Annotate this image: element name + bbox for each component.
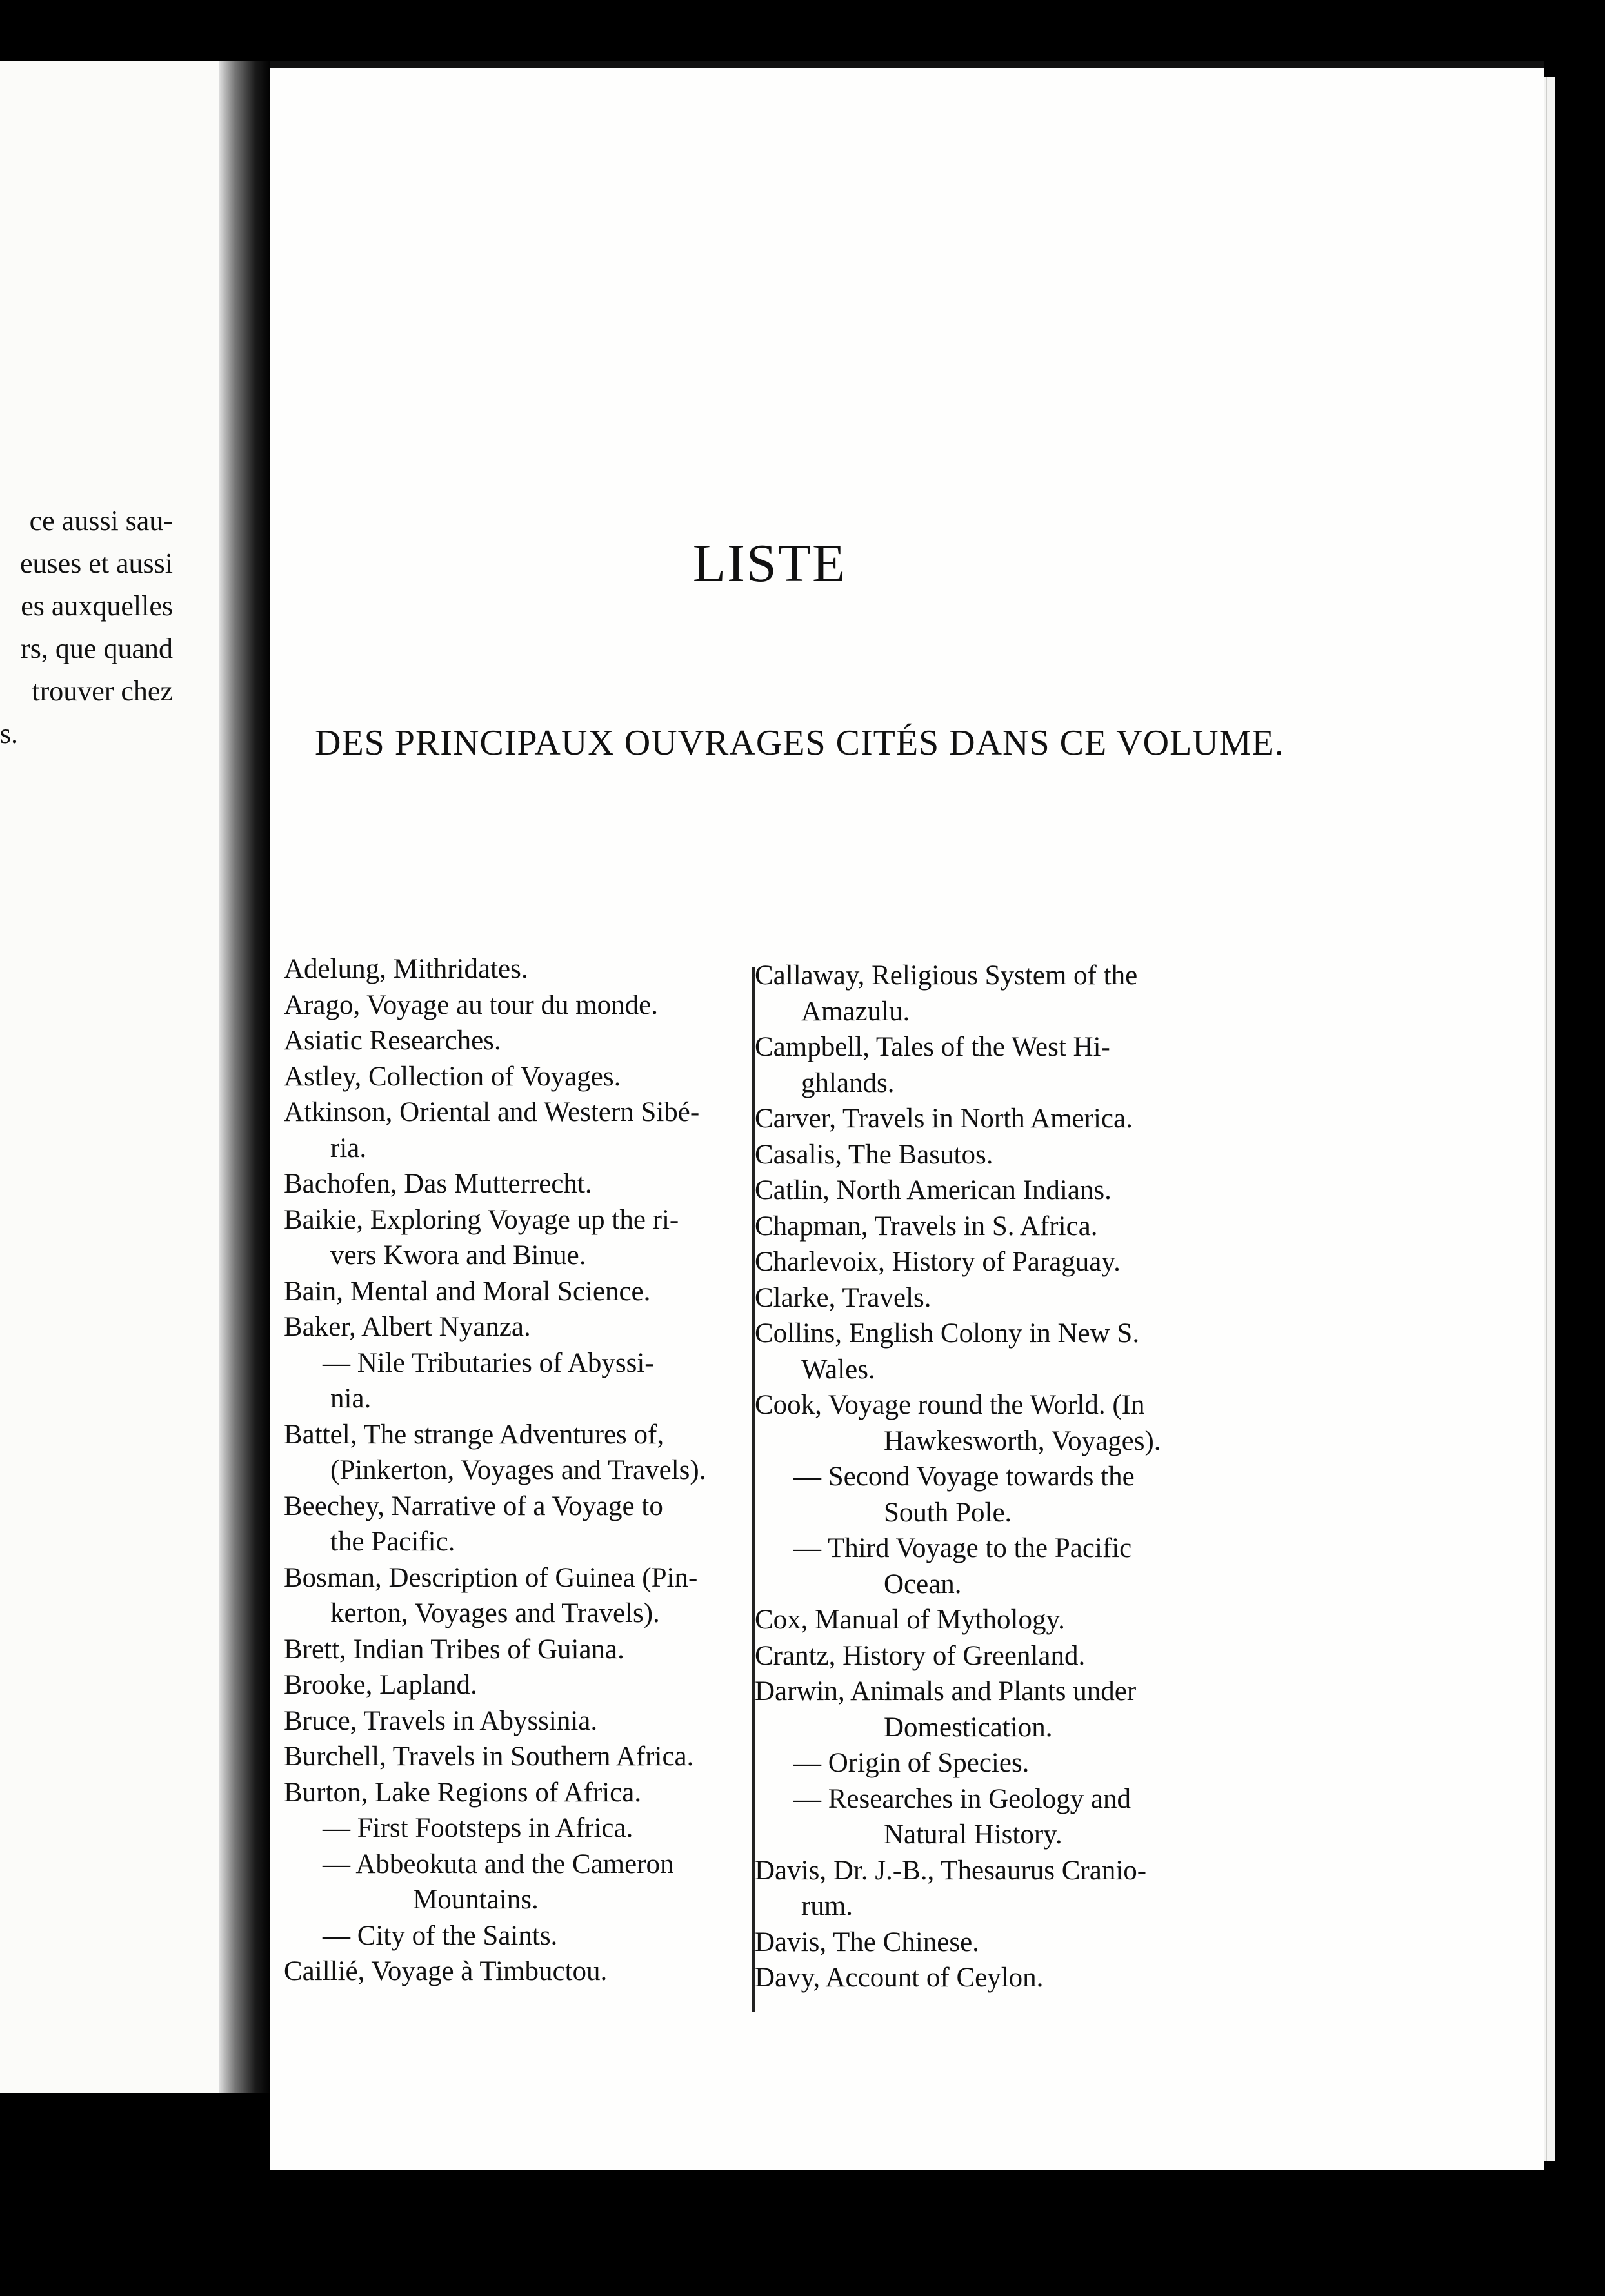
bibliography-line: — Nile Tributaries of Abyssi- [323,1347,654,1378]
facing-text-line: ce aussi sau- [29,505,173,537]
bibliography-line: Bosman, Description of Guinea (Pin- [284,1562,698,1593]
bibliography-line: — Origin of Species. [793,1748,1030,1778]
bibliography-line: Davis, Dr. J.-B., Thesaurus Cranio- [755,1855,1147,1886]
bibliography-line: Baker, Albert Nyanza. [284,1312,531,1342]
facing-page-left [0,61,219,2093]
bibliography-line: Natural History. [884,1819,1062,1850]
bibliography-line: Cox, Manual of Mythology. [755,1605,1065,1635]
bibliography-line: Brooke, Lapland. [284,1670,477,1700]
bibliography-line: South Pole. [884,1497,1012,1528]
book-gutter [219,61,271,2093]
bibliography-line: Mountains. [413,1885,539,1915]
bibliography-line: Casalis, The Basutos. [755,1139,993,1170]
bibliography-line: Brett, Indian Tribes of Guiana. [284,1634,624,1665]
bibliography-line: ghlands. [801,1067,895,1098]
bibliography-line: — City of the Saints. [323,1920,558,1951]
bibliography-line: vers Kwora and Binue. [330,1240,586,1271]
bibliography-line: Adelung, Mithridates. [284,954,528,984]
bibliography-line: Bain, Mental and Moral Science. [284,1276,651,1307]
bibliography-line: Cook, Voyage round the World. (In [755,1390,1145,1420]
bibliography-line: Bachofen, Das Mutterrecht. [284,1169,592,1199]
bibliography-line: Davy, Account of Ceylon. [755,1963,1044,1993]
bibliography-line: the Pacific. [330,1527,455,1557]
bibliography-line: Asiatic Researches. [284,1025,501,1056]
page-subtitle: DES PRINCIPAUX OUVRAGES CITÉS DANS CE VOLUME. [315,723,1284,763]
bibliography-line: Campbell, Tales of the West Hi- [755,1032,1110,1062]
bibliography-line: Catlin, North American Indians. [755,1175,1112,1205]
bibliography-line: Wales. [801,1354,875,1385]
bibliography-line: Beechey, Narrative of a Voyage to [284,1490,663,1521]
bibliography-line: kerton, Voyages and Travels). [330,1598,660,1628]
bibliography-line: (Pinkerton, Voyages and Travels). [330,1455,706,1485]
bibliography-line: — Abbeokuta and the Cameron [323,1848,674,1879]
bibliography-line: Chapman, Travels in S. Africa. [755,1211,1098,1242]
page-title: LISTE [692,533,847,593]
bibliography-line: Charlevoix, History of Paraguay. [755,1247,1121,1277]
facing-text-line: es auxquelles [21,590,173,622]
bibliography-line: Caillié, Voyage à Timbuctou. [284,1956,608,1986]
bibliography-line: Bruce, Travels in Abyssinia. [284,1705,598,1736]
bibliography-line: — Second Voyage towards the [793,1461,1135,1492]
bibliography-line: Burton, Lake Regions of Africa. [284,1777,642,1808]
bibliography-line: Amazulu. [801,996,910,1027]
bibliography-line: Arago, Voyage au tour du monde. [284,989,658,1020]
facing-text-line: s. [0,718,18,749]
bibliography-line: Davis, The Chinese. [755,1926,979,1957]
bibliography-line: — Third Voyage to the Pacific [793,1533,1132,1563]
facing-text-line: euses et aussi [19,548,173,579]
facing-text-line: rs, que quand [21,633,173,664]
bibliography-line: Burchell, Travels in Southern Africa. [284,1741,694,1772]
bibliography-line: Hawkesworth, Voyages). [884,1425,1161,1456]
bibliography-line: Carver, Travels in North America. [755,1103,1133,1134]
bibliography-line: Astley, Collection of Voyages. [284,1061,621,1092]
bibliography-line: Battel, The strange Adventures of, [284,1419,664,1450]
right-column [755,958,1232,1996]
bibliography-line: ria. [330,1133,367,1163]
bibliography-line: Atkinson, Oriental and Western Sibé- [284,1097,700,1127]
bibliography-line: Baikie, Exploring Voyage up the ri- [284,1204,679,1235]
bibliography-line: — First Footsteps in Africa. [323,1813,633,1843]
bibliography-line: nia. [330,1383,372,1414]
bibliography-line: rum. [801,1891,853,1921]
left-column [284,951,761,1990]
bibliography-line: — Researches in Geology and [793,1783,1131,1814]
bibliography-line: Collins, English Colony in New S. [755,1318,1140,1349]
bibliography-line: Ocean. [884,1569,962,1599]
main-page [270,61,1544,2170]
bibliography-line: Darwin, Animals and Plants under [755,1676,1137,1707]
facing-text-line: trouver chez [32,675,173,707]
bibliography-line: Domestication. [884,1712,1053,1743]
bibliography-line: Callaway, Religious System of the [755,960,1138,991]
bibliography-line: Clarke, Travels. [755,1282,932,1313]
bibliography-line: Crantz, History of Greenland. [755,1640,1086,1671]
